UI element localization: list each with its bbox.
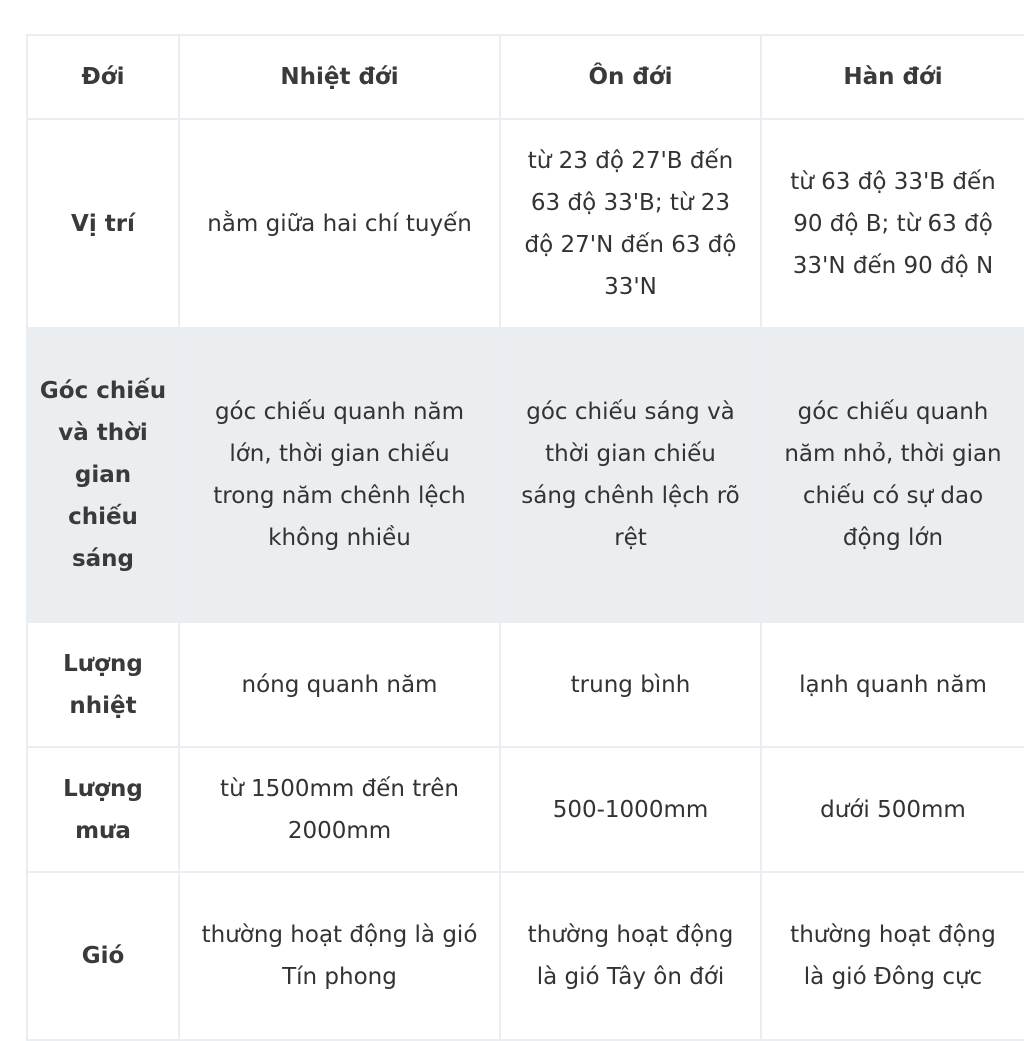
table-cell: từ 1500mm đến trên 2000mm bbox=[179, 747, 500, 872]
table-cell: từ 23 độ 27'B đến 63 độ 33'B; từ 23 độ 27'N đến 63 độ 33'N bbox=[500, 119, 761, 328]
row-label-sun-angle: Góc chiếu và thời gian chiếu sáng bbox=[27, 328, 179, 622]
table-cell: 500-1000mm bbox=[500, 747, 761, 872]
table-cell: thường hoạt động là gió Đông cực bbox=[761, 872, 1024, 1040]
table-cell: góc chiếu quanh năm lớn, thời gian chiếu trong năm chênh lệch không nhiều bbox=[179, 328, 500, 622]
table-row bbox=[27, 622, 1024, 747]
table-cell: góc chiếu sáng và thời gian chiếu sáng chênh lệch rõ rệt bbox=[500, 328, 761, 622]
header-tropical: Nhiệt đới bbox=[179, 35, 500, 119]
table-cell: thường hoạt động là gió Tây ôn đới bbox=[500, 872, 761, 1040]
table-cell: lạnh quanh năm bbox=[761, 622, 1024, 747]
table-row bbox=[27, 747, 1024, 872]
row-label-rainfall: Lượng mưa bbox=[27, 747, 179, 872]
row-label-wind: Gió bbox=[27, 872, 179, 1040]
header-zone: Đới bbox=[27, 35, 179, 119]
table-cell: nằm giữa hai chí tuyến bbox=[179, 119, 500, 328]
table-cell: từ 63 độ 33'B đến 90 độ B; từ 63 độ 33'N đến 90 độ N bbox=[761, 119, 1024, 328]
table-cell: góc chiếu quanh năm nhỏ, thời gian chiếu có sự dao động lớn bbox=[761, 328, 1024, 622]
row-label-location: Vị trí bbox=[27, 119, 179, 328]
header-temperate: Ôn đới bbox=[500, 35, 761, 119]
table-cell: dưới 500mm bbox=[761, 747, 1024, 872]
row-label-heat: Lượng nhiệt bbox=[27, 622, 179, 747]
table-row bbox=[27, 119, 1024, 328]
table-cell: thường hoạt động là gió Tín phong bbox=[179, 872, 500, 1040]
header-polar: Hàn đới bbox=[761, 35, 1024, 119]
table-cell: trung bình bbox=[500, 622, 761, 747]
table-row bbox=[27, 328, 1024, 622]
table-header-row bbox=[27, 35, 1024, 119]
climate-zones-table bbox=[26, 34, 1024, 1041]
table-row bbox=[27, 872, 1024, 1040]
table-cell: nóng quanh năm bbox=[179, 622, 500, 747]
climate-zones-table-container bbox=[26, 34, 1024, 1041]
